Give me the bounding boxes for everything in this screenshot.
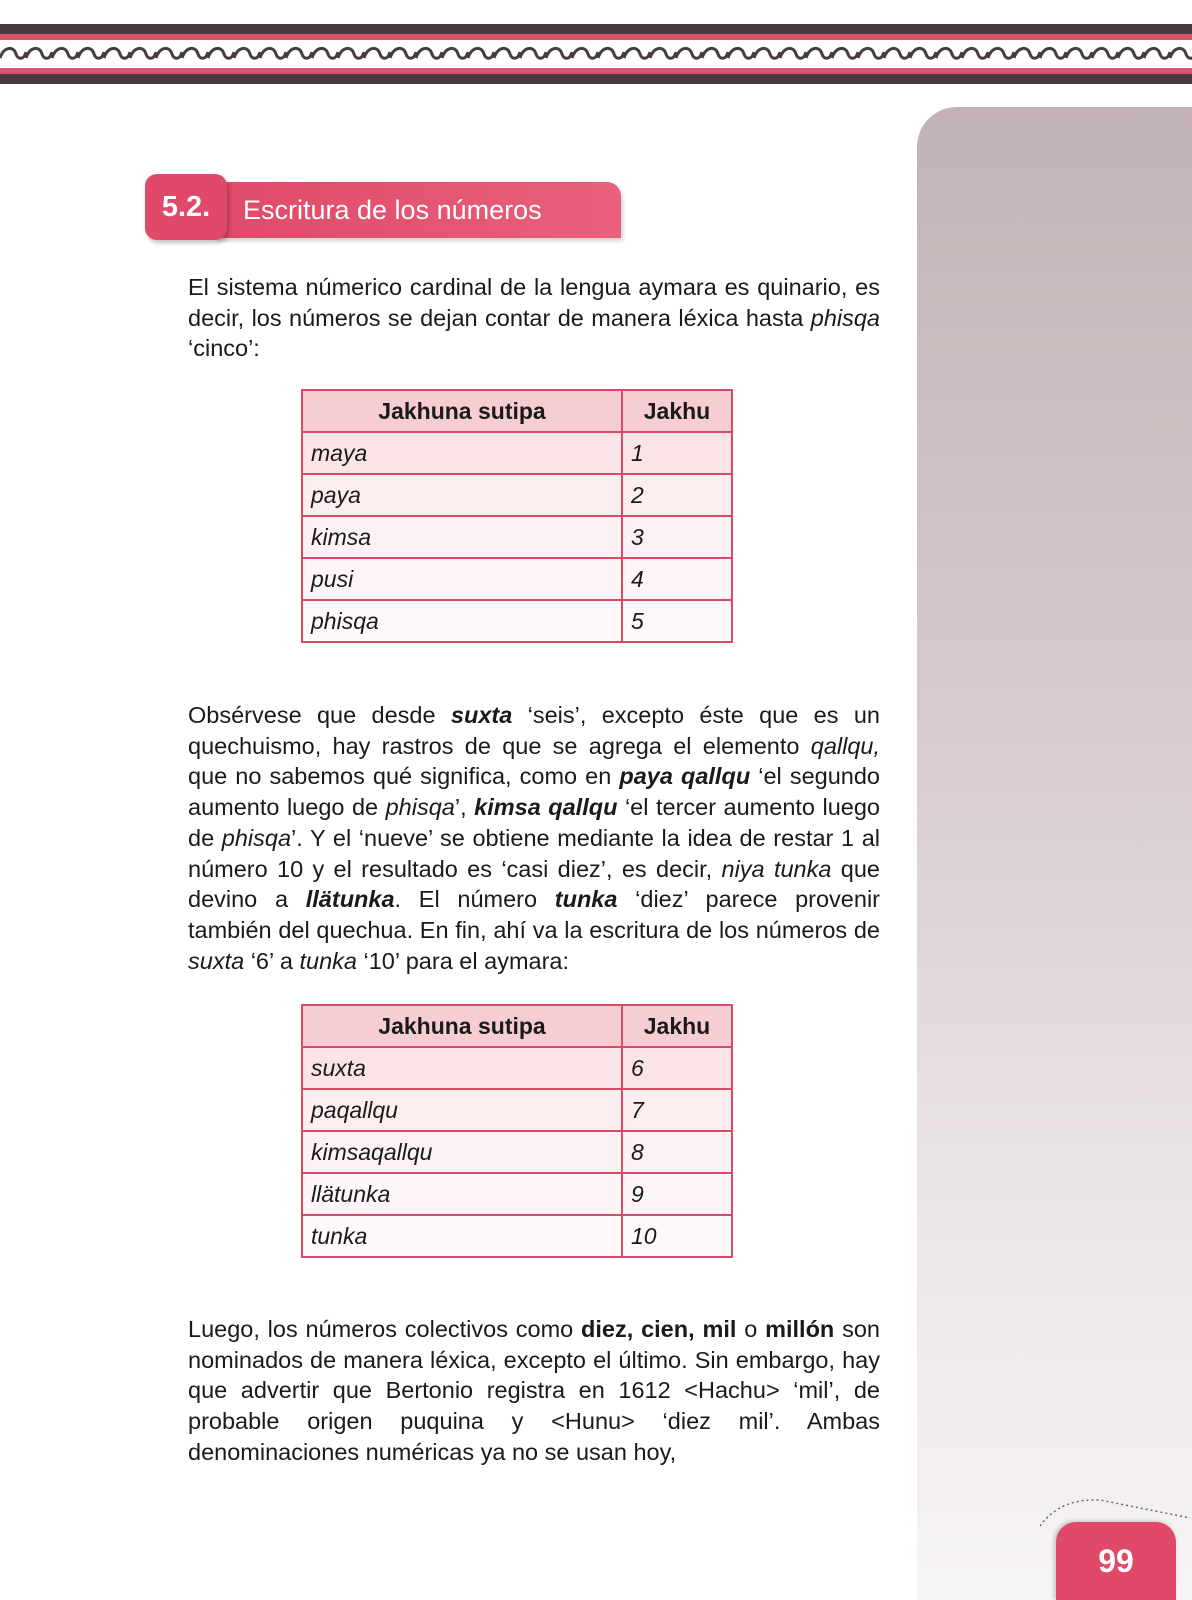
table-row	[302, 600, 732, 642]
column-header: Jakhuna sutipa	[302, 390, 622, 432]
number-cell: 1	[622, 432, 732, 474]
word-cell: llätunka	[302, 1173, 622, 1215]
section-title: Escritura de los números	[215, 182, 621, 238]
number-cell: 2	[622, 474, 732, 516]
word-cell: kimsaqallqu	[302, 1131, 622, 1173]
word-cell: phisqa	[302, 600, 622, 642]
number-cell: 5	[622, 600, 732, 642]
wave-pattern-icon	[0, 40, 1192, 68]
table-row	[302, 1089, 732, 1131]
number-cell: 3	[622, 516, 732, 558]
paragraph-collective-numbers: Luego, los números colectivos como diez, cien, mil o millón son nominados de manera léxica, excepto el último. Sin embargo, hay que advertir que Bertonio registra en 1612 <Hachu> ‘mil’, de probable origen puquina y <Hunu> ‘diez mil’. Ambas denominaciones numéricas ya no se usan hoy,	[188, 1316, 880, 1465]
numbers-table-2	[301, 1004, 733, 1258]
number-cell: 6	[622, 1047, 732, 1089]
table-row	[302, 1173, 732, 1215]
number-cell: 4	[622, 558, 732, 600]
word-cell: paya	[302, 474, 622, 516]
page-number: 99	[1056, 1522, 1176, 1600]
table-row	[302, 1131, 732, 1173]
word-cell: maya	[302, 432, 622, 474]
word-cell: tunka	[302, 1215, 622, 1257]
word-cell: suxta	[302, 1047, 622, 1089]
right-sidebar-panel	[917, 107, 1192, 1600]
number-cell: 8	[622, 1131, 732, 1173]
paragraph-intro: El sistema númerico cardinal de la lengua aymara es quinario, es decir, los números se dejan contar de manera léxica hasta phisqa ‘cinco’:	[188, 274, 880, 362]
top-decorative-band	[0, 24, 1192, 84]
table-header-row	[302, 1005, 732, 1047]
number-cell: 7	[622, 1089, 732, 1131]
table-row	[302, 474, 732, 516]
section-number: 5.2.	[145, 174, 227, 240]
word-cell: kimsa	[302, 516, 622, 558]
table-row	[302, 1047, 732, 1089]
table-row	[302, 558, 732, 600]
column-header: Jakhuna sutipa	[302, 1005, 622, 1047]
column-header: Jakhu	[622, 390, 732, 432]
table-row	[302, 432, 732, 474]
column-header: Jakhu	[622, 1005, 732, 1047]
table-row	[302, 1215, 732, 1257]
numbers-table-1	[301, 389, 733, 643]
word-cell: pusi	[302, 558, 622, 600]
paragraph-explanation: Obsérvese que desde suxta ‘seis’, excepto éste que es un quechuismo, hay rastros de que se agrega el elemento qallqu, que no sabemos qué significa, como en paya qallqu ‘el segundo aumento luego de phisqa’, kimsa qallqu ‘el tercer aumento luego de phisqa’. Y el ‘nueve’ se obtiene mediante la idea de restar 1 al número 10 y el resultado es ‘casi diez’, es decir, niya tunka que devino a llätunka. El número tunka ‘diez’ parece provenir también del quechua. En fin, ahí va la escritura de los números de suxta ‘6’ a tunka ‘10’ para el aymara:	[188, 702, 880, 974]
number-cell: 10	[622, 1215, 732, 1257]
table-header-row	[302, 390, 732, 432]
table-row	[302, 516, 732, 558]
word-cell: paqallqu	[302, 1089, 622, 1131]
number-cell: 9	[622, 1173, 732, 1215]
